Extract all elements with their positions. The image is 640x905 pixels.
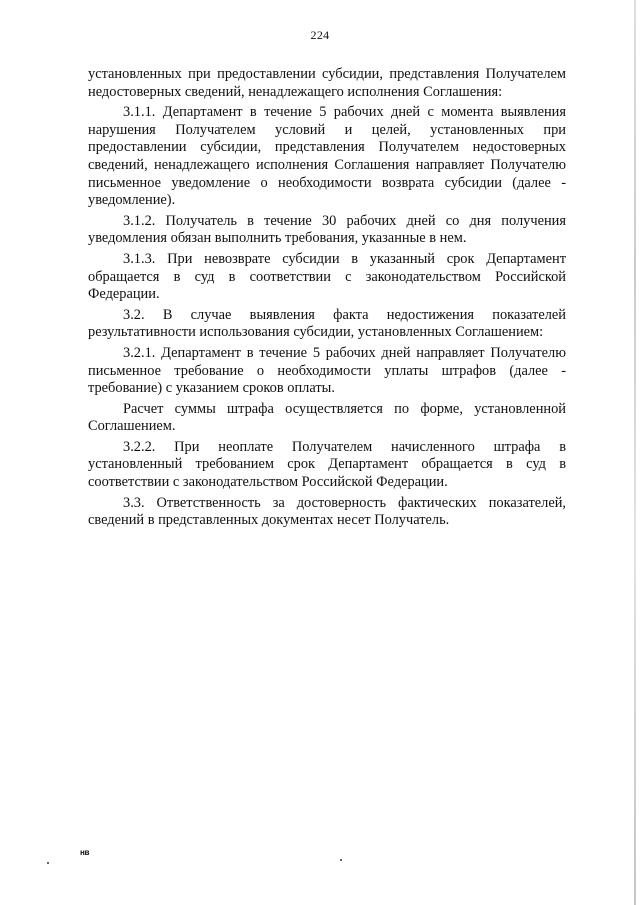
page-number: 224 [310,28,330,42]
paragraph-continuation: установленных при предоставлении субсидии, представления Получателем недостоверных сведений, ненадлежащего исполнения Соглашения: [88,66,566,100]
paragraph-3-1-3: 3.1.3. При невозврате субсидии в указанный срок Департамент обращается в суд в соответствии с законодательством Российской Федерации. [88,250,566,303]
scan-speck [47,862,49,864]
paragraph-3-2: 3.2. В случае выявления факта недостижения показателей результативности использования субсидии, установленных Соглашением: [88,306,566,341]
paragraph-3-2-2: 3.2.2. При неоплате Получателем начисленного штрафа в установленный требованием срок Департамент обращается в суд в соответствии с законодательством Российской Федерации. [88,438,566,491]
paragraph-3-1-2: 3.1.2. Получатель в течение 30 рабочих дней со дня получения уведомления обязан выполнить требования, указанные в нем. [88,212,566,247]
scan-speck [340,859,342,861]
paragraph-fine-calculation: Расчет суммы штрафа осуществляется по форме, установленной Соглашением. [88,400,566,435]
document-body [88,66,566,533]
footer-initials: нв [80,848,90,857]
paragraph-3-3: 3.3. Ответственность за достоверность фактических показателей, сведений в представленных документах несет Получатель. [88,494,566,529]
paragraph-3-2-1: 3.2.1. Департамент в течение 5 рабочих дней направляет Получателю письменное требование о необходимости уплаты штрафов (далее - требование) с указанием сроков оплаты. [88,344,566,397]
scan-edge [634,0,636,905]
paragraph-3-1-1: 3.1.1. Департамент в течение 5 рабочих дней с момента выявления нарушения Получателем условий и целей, установленных при предоставлении субсидии, представления Получателем недостоверных сведений, ненадлежащего исполнения Соглашения направляет Получателю письменное уведомление о необходимости возврата субсидии (далее - уведомление). [88,104,566,209]
